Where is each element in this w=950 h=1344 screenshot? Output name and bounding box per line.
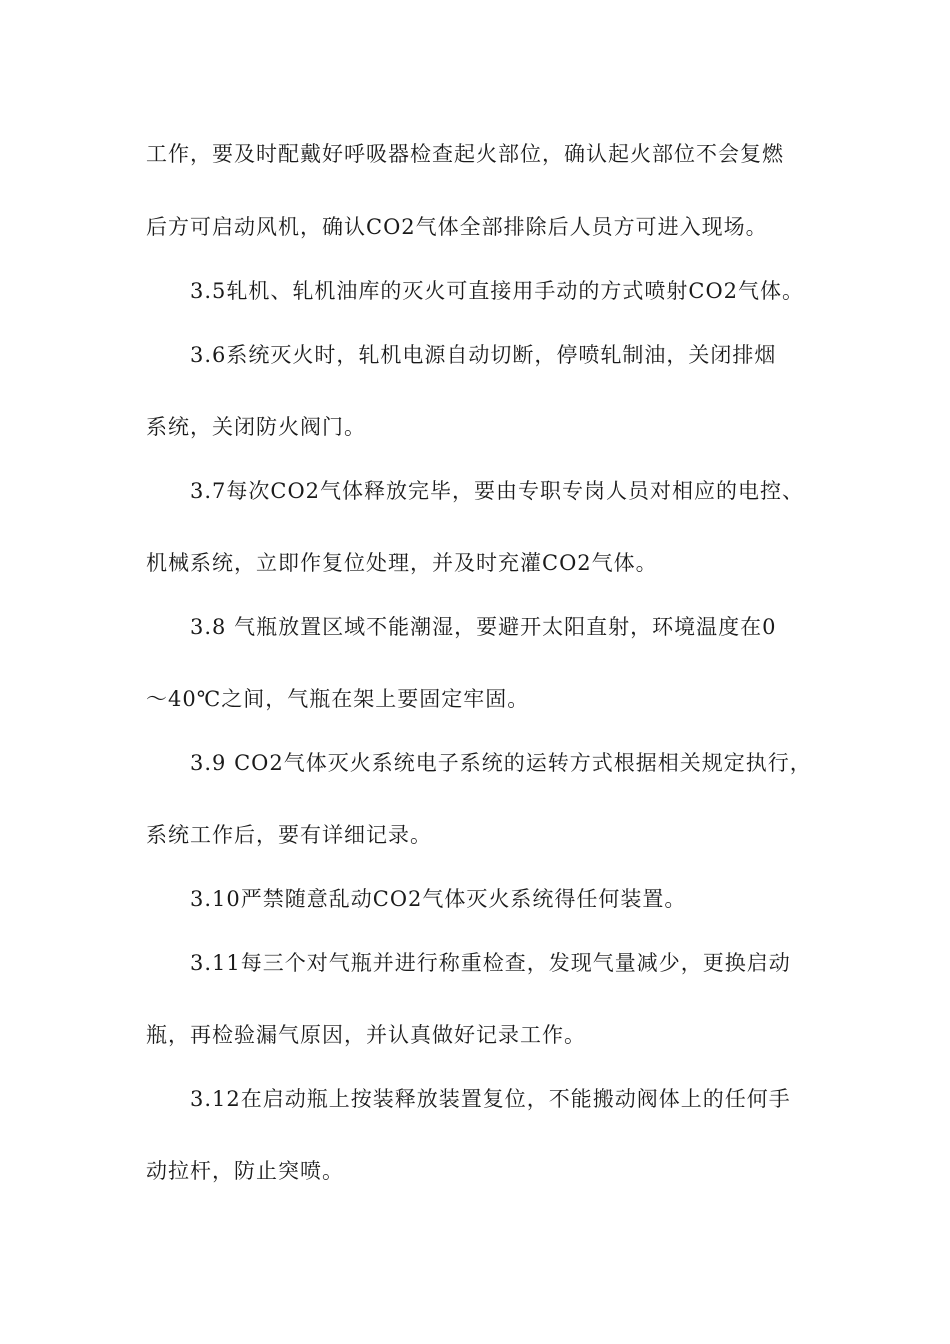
paragraph-3-10: 3.10严禁随意乱动CO2气体灭火系统得任何装置。 bbox=[190, 887, 687, 911]
paragraph-3-5: 3.5轧机、轧机油库的灭火可直接用手动的方式喷射CO2气体。 bbox=[190, 279, 805, 303]
text-line-7: 机械系统，立即作复位处理，并及时充灌CO2气体。 bbox=[146, 551, 658, 575]
text-line-14: 瓶，再检验漏气原因，并认真做好记录工作。 bbox=[146, 1023, 586, 1047]
paragraph-3-6: 3.6系统灭火时，轧机电源自动切断，停喷轧制油，关闭排烟 bbox=[190, 343, 777, 367]
text-line-16: 动拉杆，防止突喷。 bbox=[146, 1159, 344, 1183]
paragraph-3-7: 3.7每次CO2气体释放完毕，要由专职专岗人员对相应的电控、 bbox=[190, 479, 805, 503]
text-line-9: ～40℃之间，气瓶在架上要固定牢固。 bbox=[146, 687, 530, 711]
paragraph-3-12: 3.12在启动瓶上按装释放装置复位，不能搬动阀体上的任何手 bbox=[190, 1087, 791, 1111]
text-line-5: 系统，关闭防火阀门。 bbox=[146, 415, 366, 439]
text-line-2: 后方可启动风机，确认CO2气体全部排除后人员方可进入现场。 bbox=[146, 215, 768, 239]
text-line-1: 工作，要及时配戴好呼吸器检查起火部位，确认起火部位不会复燃 bbox=[146, 142, 784, 166]
paragraph-3-8: 3.8 气瓶放置区域不能潮湿，要避开太阳直射，环境温度在0 bbox=[190, 615, 777, 639]
paragraph-3-11: 3.11每三个对气瓶并进行称重检查，发现气量减少，更换启动 bbox=[190, 951, 791, 975]
text-line-11: 系统工作后，要有详细记录。 bbox=[146, 823, 432, 847]
paragraph-3-9: 3.9 CO2气体灭火系统电子系统的运转方式根据相关规定执行， bbox=[190, 751, 812, 775]
